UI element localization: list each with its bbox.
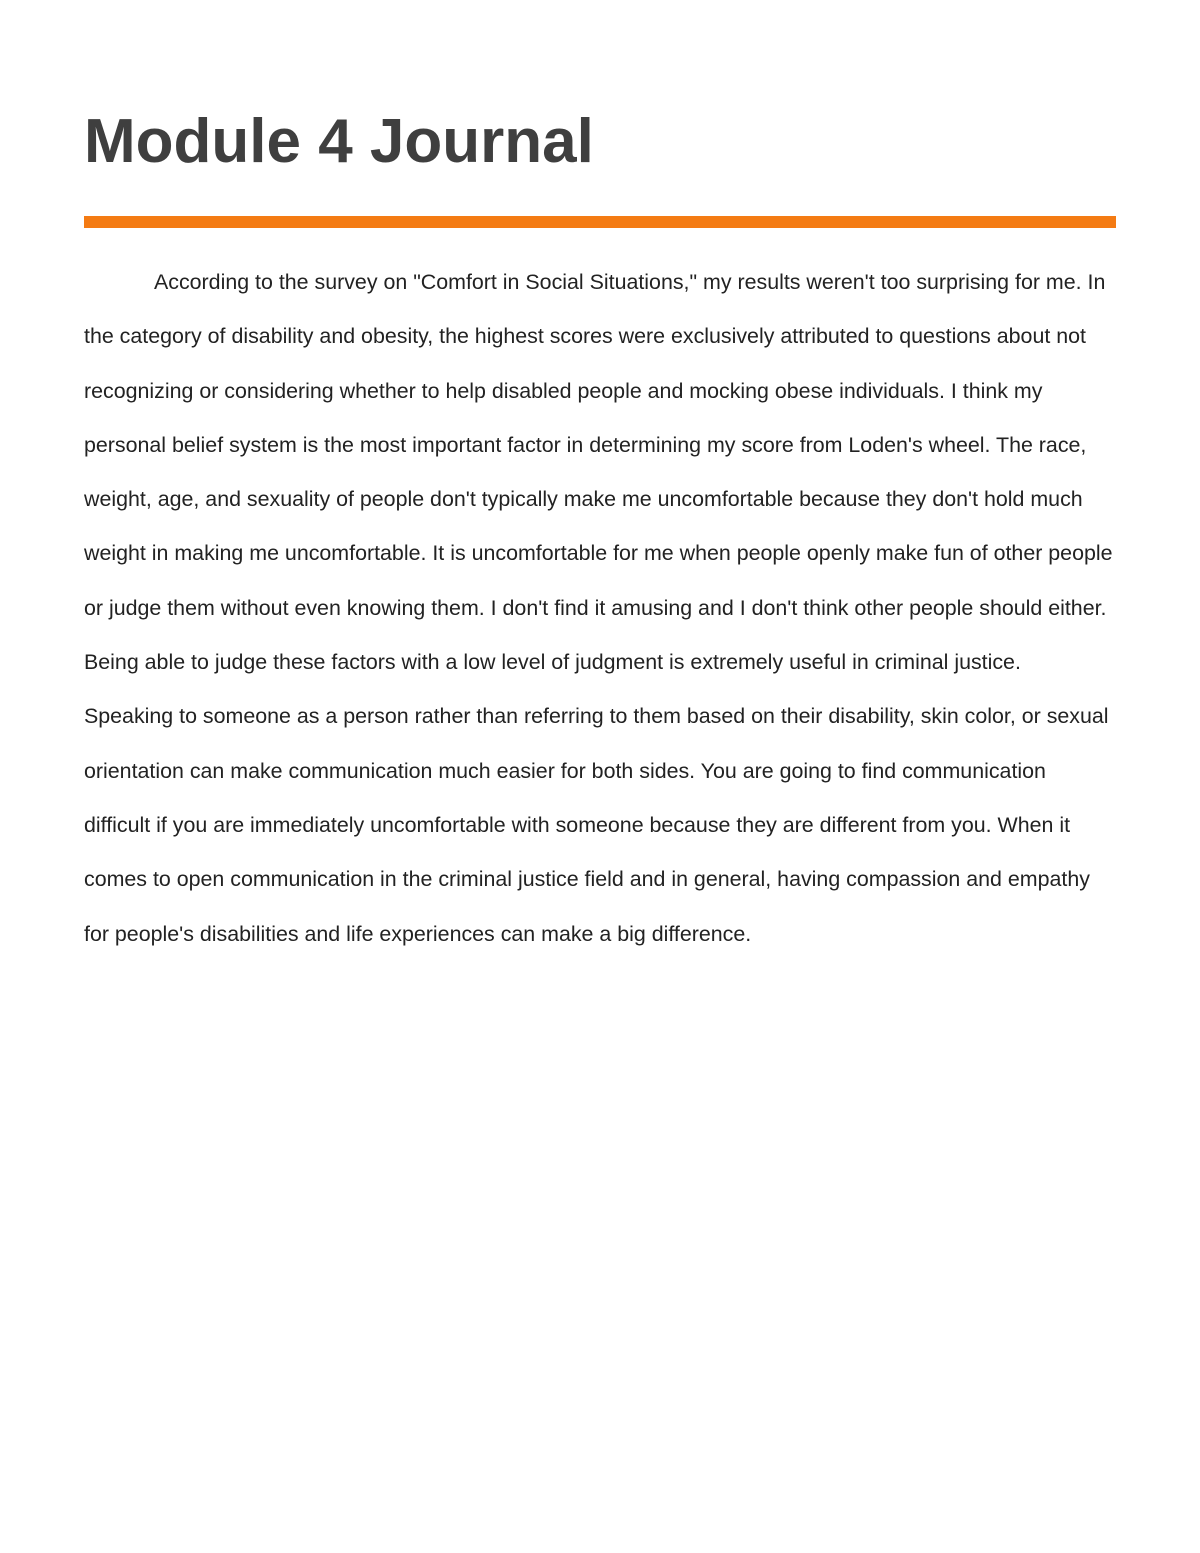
- title-divider: [84, 216, 1116, 228]
- journal-paragraph: According to the survey on "Comfort in Social Situations," my results weren't too surprising for me. In the category of disability and obesity, the highest scores were exclusively attributed to questions about not recognizing or considering whether to help disabled people and mocking obese individuals. I think my personal belief system is the most important factor in determining my score from Loden's wheel. The race, weight, age, and sexuality of people don't typically make me uncomfortable because they don't hold much weight in making me uncomfortable. It is uncomfortable for me when people openly make fun of other people or judge them without even knowing them. I don't find it amusing and I don't think other people should either. Being able to judge these factors with a low level of judgment is extremely useful in criminal justice. Speaking to someone as a person rather than referring to them based on their disability, skin color, or sexual orientation can make communication much easier for both sides. You are going to find communication difficult if you are immediately uncomfortable with someone because they are different from you. When it comes to open communication in the criminal justice field and in general, having compassion and empathy for people's disabilities and life experiences can make a big difference.: [84, 270, 1113, 946]
- page-title: Module 4 Journal: [84, 107, 594, 176]
